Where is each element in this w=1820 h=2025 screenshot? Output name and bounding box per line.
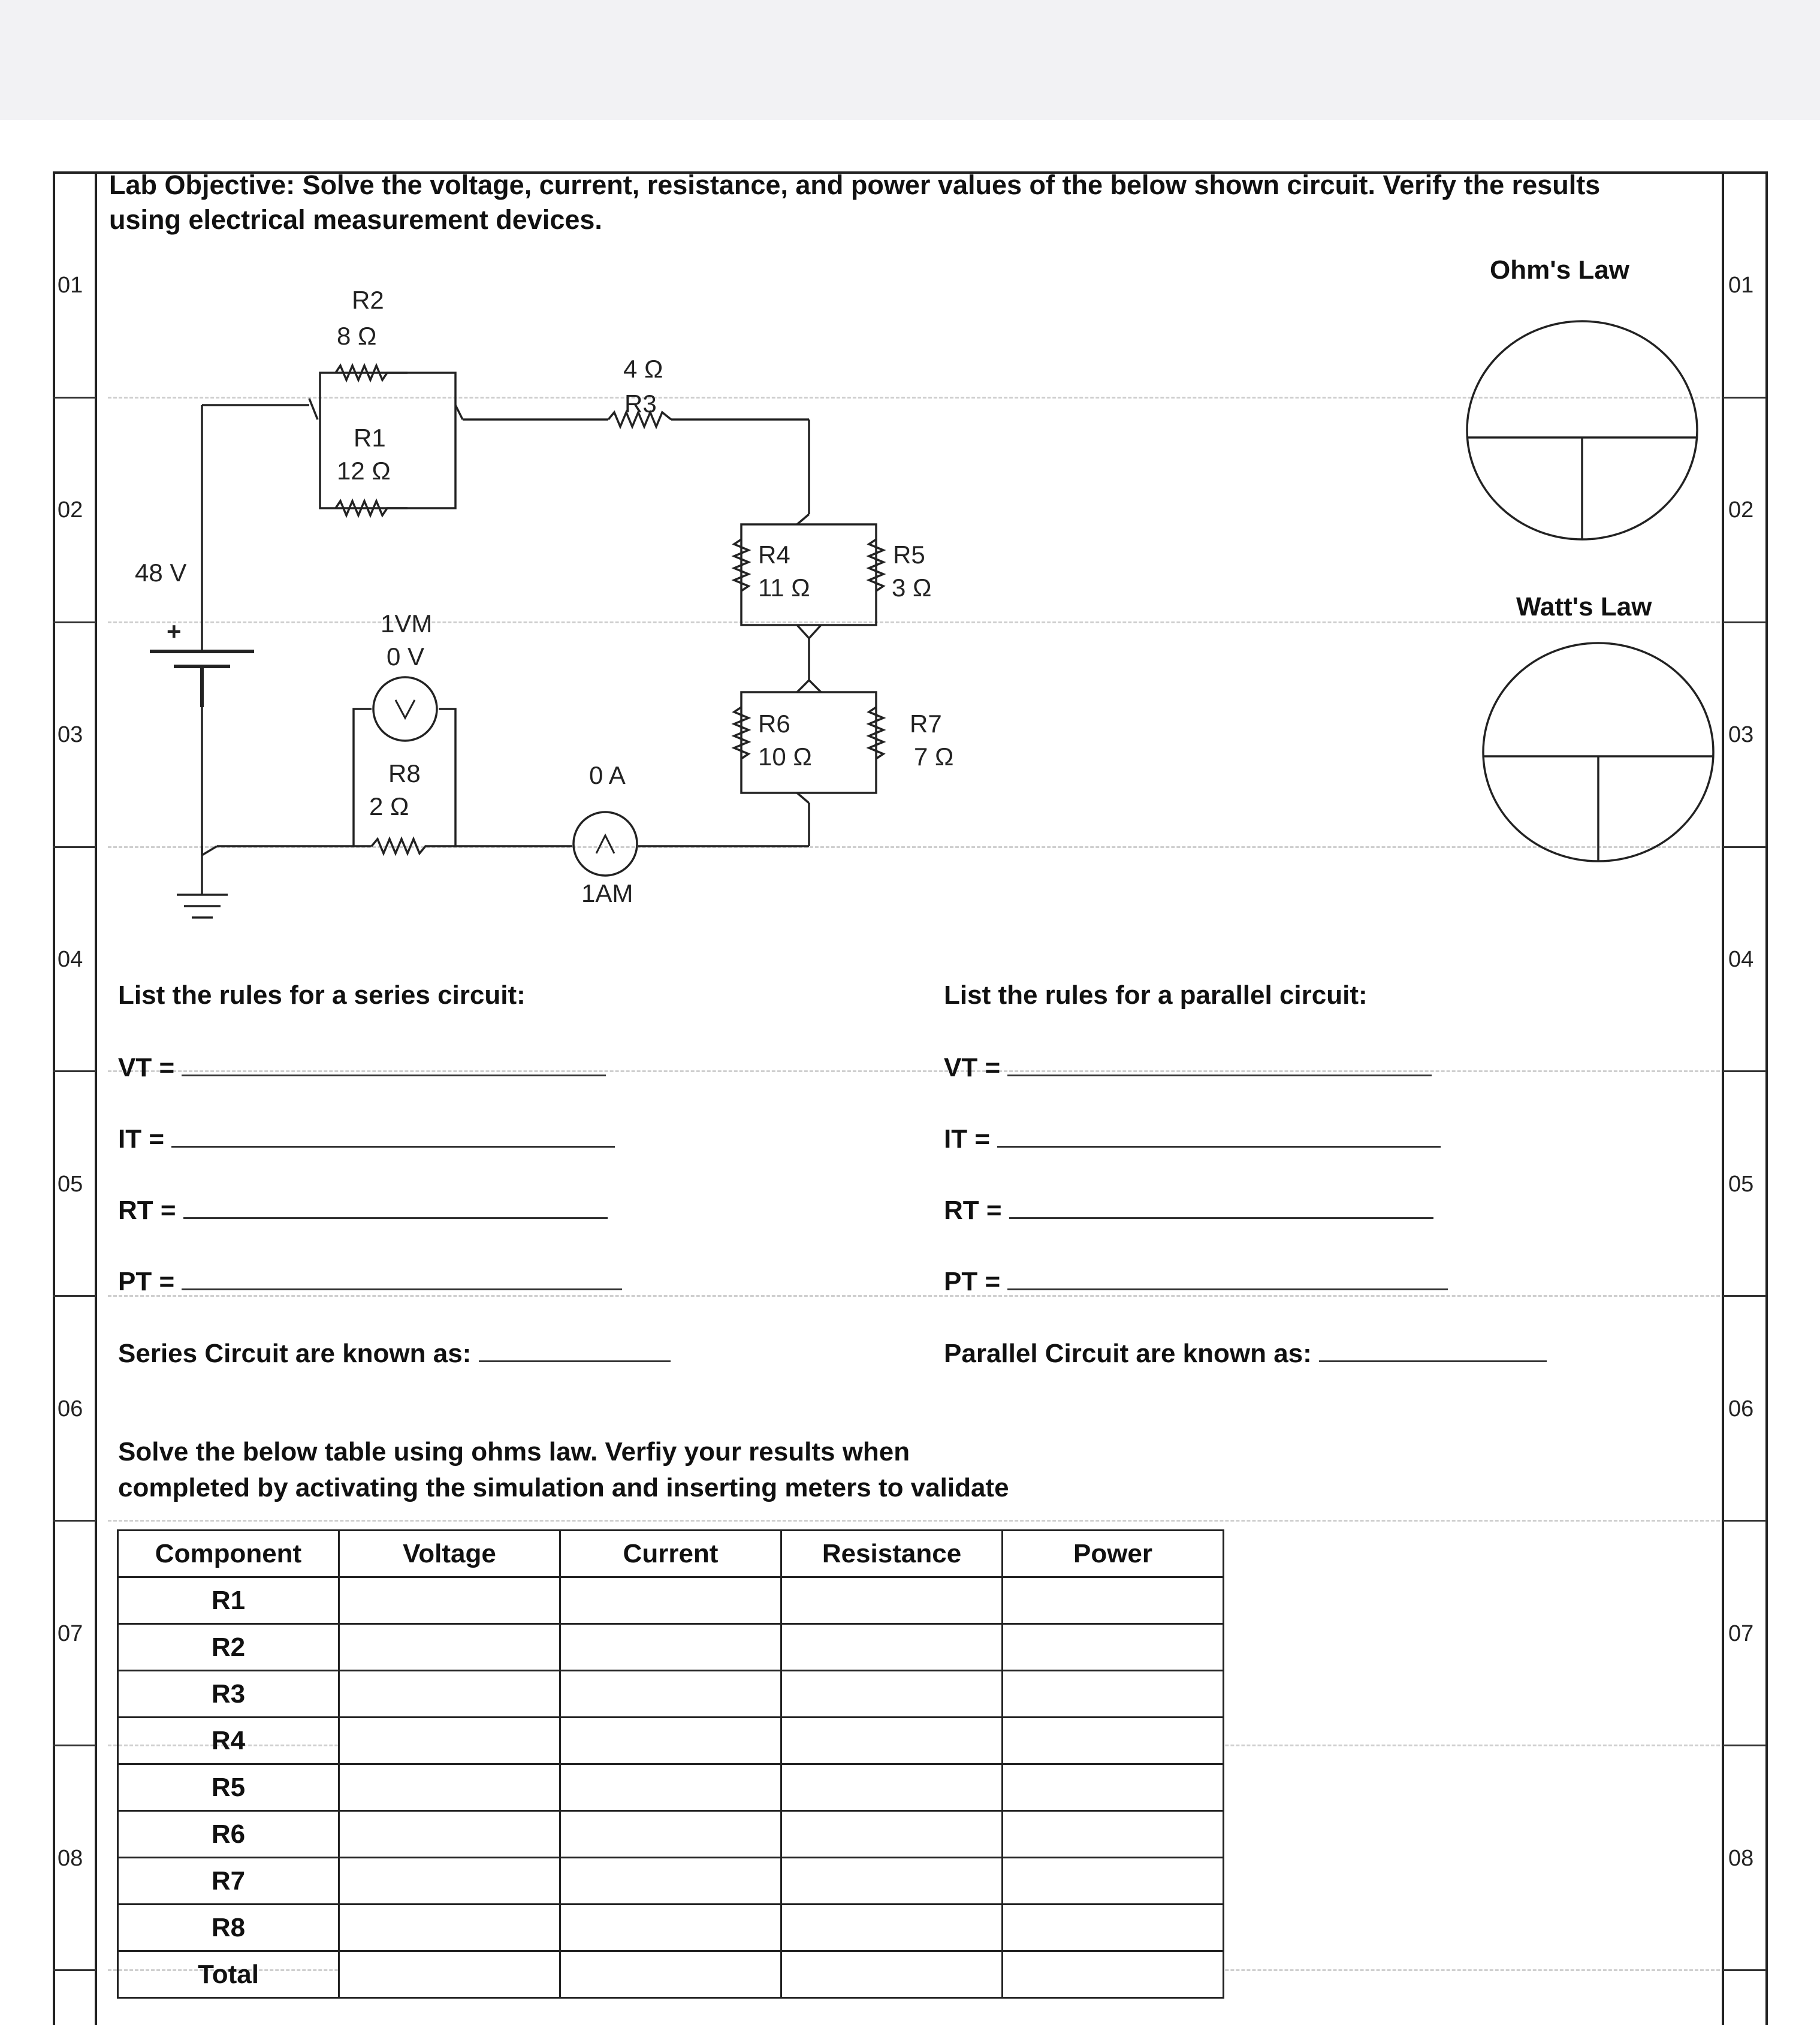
r4-name: R4 xyxy=(758,541,790,569)
component-cell: R8 xyxy=(118,1905,339,1951)
r8-resistor xyxy=(372,839,455,853)
component-cell: R1 xyxy=(118,1577,339,1624)
row-number: 04 xyxy=(1728,947,1754,972)
r6-value: 10 Ω xyxy=(758,743,812,771)
rule-label: IT = xyxy=(944,1124,991,1154)
voltage-cell[interactable] xyxy=(339,1577,560,1624)
wire xyxy=(797,793,809,803)
r5-value: 3 Ω xyxy=(892,574,932,602)
column-header: Current xyxy=(560,1531,781,1577)
answer-blank[interactable] xyxy=(997,1124,1441,1148)
r8-name: R8 xyxy=(388,759,421,787)
voltmeter-lead xyxy=(439,709,455,846)
table-header-row xyxy=(118,1531,1224,1577)
known-as-label: Series Circuit are known as: xyxy=(118,1339,472,1368)
row-number: 03 xyxy=(1728,722,1754,747)
component-cell: R6 xyxy=(118,1811,339,1858)
voltmeter xyxy=(373,677,437,741)
watts-law-title: Watt's Law xyxy=(1516,592,1652,621)
power-cell[interactable] xyxy=(1003,1764,1224,1811)
voltage-cell[interactable] xyxy=(339,1671,560,1718)
answer-blank[interactable] xyxy=(479,1339,671,1362)
wire xyxy=(455,405,463,420)
rule-label: IT = xyxy=(118,1124,165,1154)
r2-name: R2 xyxy=(352,286,384,314)
row-number: 05 xyxy=(1728,1172,1754,1197)
current-cell[interactable] xyxy=(560,1577,781,1624)
answer-blank[interactable] xyxy=(1009,1196,1433,1219)
row-number: 05 xyxy=(58,1172,83,1197)
parallel-rule-vt xyxy=(944,1053,1432,1083)
row-number: 07 xyxy=(1728,1621,1754,1646)
current-cell[interactable] xyxy=(560,1671,781,1718)
ammeter-name: 1AM xyxy=(581,879,633,907)
voltmeter-lead xyxy=(354,709,372,846)
row-number: 01 xyxy=(1728,273,1754,298)
resistance-cell[interactable] xyxy=(781,1764,1003,1811)
resistance-cell[interactable] xyxy=(781,1624,1003,1671)
component-cell: Total xyxy=(118,1951,339,1998)
current-cell[interactable] xyxy=(560,1624,781,1671)
row-number: 07 xyxy=(58,1621,83,1646)
parallel-rules-heading: List the rules for a parallel circuit: xyxy=(944,980,1368,1010)
r5-resistor xyxy=(869,539,883,591)
answer-blank[interactable] xyxy=(182,1267,622,1290)
component-cell: R4 xyxy=(118,1718,339,1764)
resistance-cell[interactable] xyxy=(781,1718,1003,1764)
component-cell: R3 xyxy=(118,1671,339,1718)
component-cell: R2 xyxy=(118,1624,339,1671)
row-number: 03 xyxy=(58,722,83,747)
row-number: 02 xyxy=(1728,497,1754,523)
table-row xyxy=(118,1905,1224,1951)
table-row xyxy=(118,1577,1224,1624)
rule-label: VT = xyxy=(118,1053,175,1082)
table-instruction-line2: completed by activating the simulation and inserting meters to validate xyxy=(118,1473,1009,1502)
column-header: Resistance xyxy=(781,1531,1003,1577)
current-cell[interactable] xyxy=(560,1858,781,1905)
rule-label: VT = xyxy=(944,1053,1001,1082)
r7-value: 7 Ω xyxy=(914,743,954,771)
power-cell[interactable] xyxy=(1003,1718,1224,1764)
source-voltage-label: 48 V xyxy=(135,559,187,587)
answer-blank[interactable] xyxy=(171,1124,615,1148)
resistance-cell[interactable] xyxy=(781,1858,1003,1905)
power-cell[interactable] xyxy=(1003,1811,1224,1858)
table-row xyxy=(118,1718,1224,1764)
table-row xyxy=(118,1624,1224,1671)
table-row xyxy=(118,1858,1224,1905)
component-cell: R5 xyxy=(118,1764,339,1811)
wire xyxy=(309,399,318,420)
power-cell[interactable] xyxy=(1003,1951,1224,1998)
resistance-cell[interactable] xyxy=(781,1811,1003,1858)
series-rule-pt xyxy=(118,1267,622,1297)
ohms-law-title: Ohm's Law xyxy=(1490,255,1629,285)
series-rule-vt xyxy=(118,1053,606,1083)
ammeter-symbol xyxy=(596,835,614,853)
resistance-cell[interactable] xyxy=(781,1905,1003,1951)
power-cell[interactable] xyxy=(1003,1671,1224,1718)
row-number: 08 xyxy=(58,1846,83,1871)
row-number: 06 xyxy=(1728,1396,1754,1422)
table-row xyxy=(118,1811,1224,1858)
column-header: Voltage xyxy=(339,1531,560,1577)
power-cell[interactable] xyxy=(1003,1577,1224,1624)
row-number: 08 xyxy=(1728,1846,1754,1871)
wire xyxy=(202,846,217,855)
answer-blank[interactable] xyxy=(1007,1053,1432,1076)
voltage-cell[interactable] xyxy=(339,1858,560,1905)
table-row xyxy=(118,1764,1224,1811)
table-row xyxy=(118,1671,1224,1718)
wire xyxy=(797,625,821,638)
ammeter xyxy=(574,812,637,876)
r2-value: 8 Ω xyxy=(337,322,377,350)
voltage-cell[interactable] xyxy=(339,1624,560,1671)
voltmeter-symbol xyxy=(396,700,415,718)
r6-name: R6 xyxy=(758,710,790,738)
results-table xyxy=(117,1529,1224,1999)
power-cell[interactable] xyxy=(1003,1858,1224,1905)
voltage-cell[interactable] xyxy=(339,1764,560,1811)
rule-label: PT = xyxy=(118,1267,175,1296)
row-number: 02 xyxy=(58,497,83,523)
answer-blank[interactable] xyxy=(183,1196,608,1219)
parallel-rule-pt xyxy=(944,1267,1448,1297)
series-known-as xyxy=(118,1339,671,1369)
parallel-known-as xyxy=(944,1339,1547,1369)
column-header: Power xyxy=(1003,1531,1224,1577)
rule-label: RT = xyxy=(944,1196,1002,1225)
row-number: 01 xyxy=(58,273,83,298)
resistance-cell[interactable] xyxy=(781,1951,1003,1998)
voltage-cell[interactable] xyxy=(339,1718,560,1764)
voltage-cell[interactable] xyxy=(339,1905,560,1951)
r3-value: 4 Ω xyxy=(623,355,663,383)
current-cell[interactable] xyxy=(560,1718,781,1764)
r7-resistor xyxy=(869,707,883,759)
r8-value: 2 Ω xyxy=(369,792,409,820)
voltmeter-name: 1VM xyxy=(381,609,433,638)
parallel-rule-rt xyxy=(944,1196,1433,1226)
wire xyxy=(797,514,809,524)
r6-resistor xyxy=(734,707,748,759)
rule-label: PT = xyxy=(944,1267,1001,1296)
power-cell[interactable] xyxy=(1003,1905,1224,1951)
wire xyxy=(797,680,821,692)
voltage-cell[interactable] xyxy=(339,1811,560,1858)
r1-value: 12 Ω xyxy=(337,457,391,485)
rule-label: RT = xyxy=(118,1196,176,1225)
r4-resistor xyxy=(734,539,748,591)
answer-blank[interactable] xyxy=(182,1053,606,1076)
r1-name: R1 xyxy=(354,424,386,452)
row-number: 06 xyxy=(58,1396,83,1422)
parallel-rule-it xyxy=(944,1124,1441,1154)
table-instruction-line1: Solve the below table using ohms law. Verfiy your results when xyxy=(118,1437,910,1466)
source-polarity-label: + xyxy=(167,617,182,645)
voltage-cell[interactable] xyxy=(339,1951,560,1998)
r5-name: R5 xyxy=(893,541,925,569)
r3-name: R3 xyxy=(624,390,657,418)
ohms-law-circle xyxy=(1467,321,1697,539)
answer-blank[interactable] xyxy=(1319,1339,1547,1362)
table-row xyxy=(118,1951,1224,1998)
lab-objective: Lab Objective: Solve the voltage, current, resistance, and power values of the below shown circuit. Verify the results using electrical measurement devices. xyxy=(109,170,1601,235)
series-rule-rt xyxy=(118,1196,608,1226)
r7-name: R7 xyxy=(910,710,942,738)
answer-blank[interactable] xyxy=(1007,1267,1448,1290)
current-cell[interactable] xyxy=(560,1764,781,1811)
resistance-cell[interactable] xyxy=(781,1671,1003,1718)
current-cell[interactable] xyxy=(560,1951,781,1998)
voltmeter-reading: 0 V xyxy=(387,642,425,671)
ammeter-reading: 0 A xyxy=(589,761,626,789)
known-as-label: Parallel Circuit are known as: xyxy=(944,1339,1312,1368)
watts-law-circle xyxy=(1483,643,1713,861)
current-cell[interactable] xyxy=(560,1811,781,1858)
component-cell: R7 xyxy=(118,1858,339,1905)
column-header: Component xyxy=(118,1531,339,1577)
r4-value: 11 Ω xyxy=(758,574,810,602)
series-rules-heading: List the rules for a series circuit: xyxy=(118,980,526,1010)
row-number: 04 xyxy=(58,947,83,972)
r1-r2-parallel-block xyxy=(320,373,455,508)
series-rule-it xyxy=(118,1124,615,1154)
current-cell[interactable] xyxy=(560,1905,781,1951)
power-cell[interactable] xyxy=(1003,1624,1224,1671)
resistance-cell[interactable] xyxy=(781,1577,1003,1624)
